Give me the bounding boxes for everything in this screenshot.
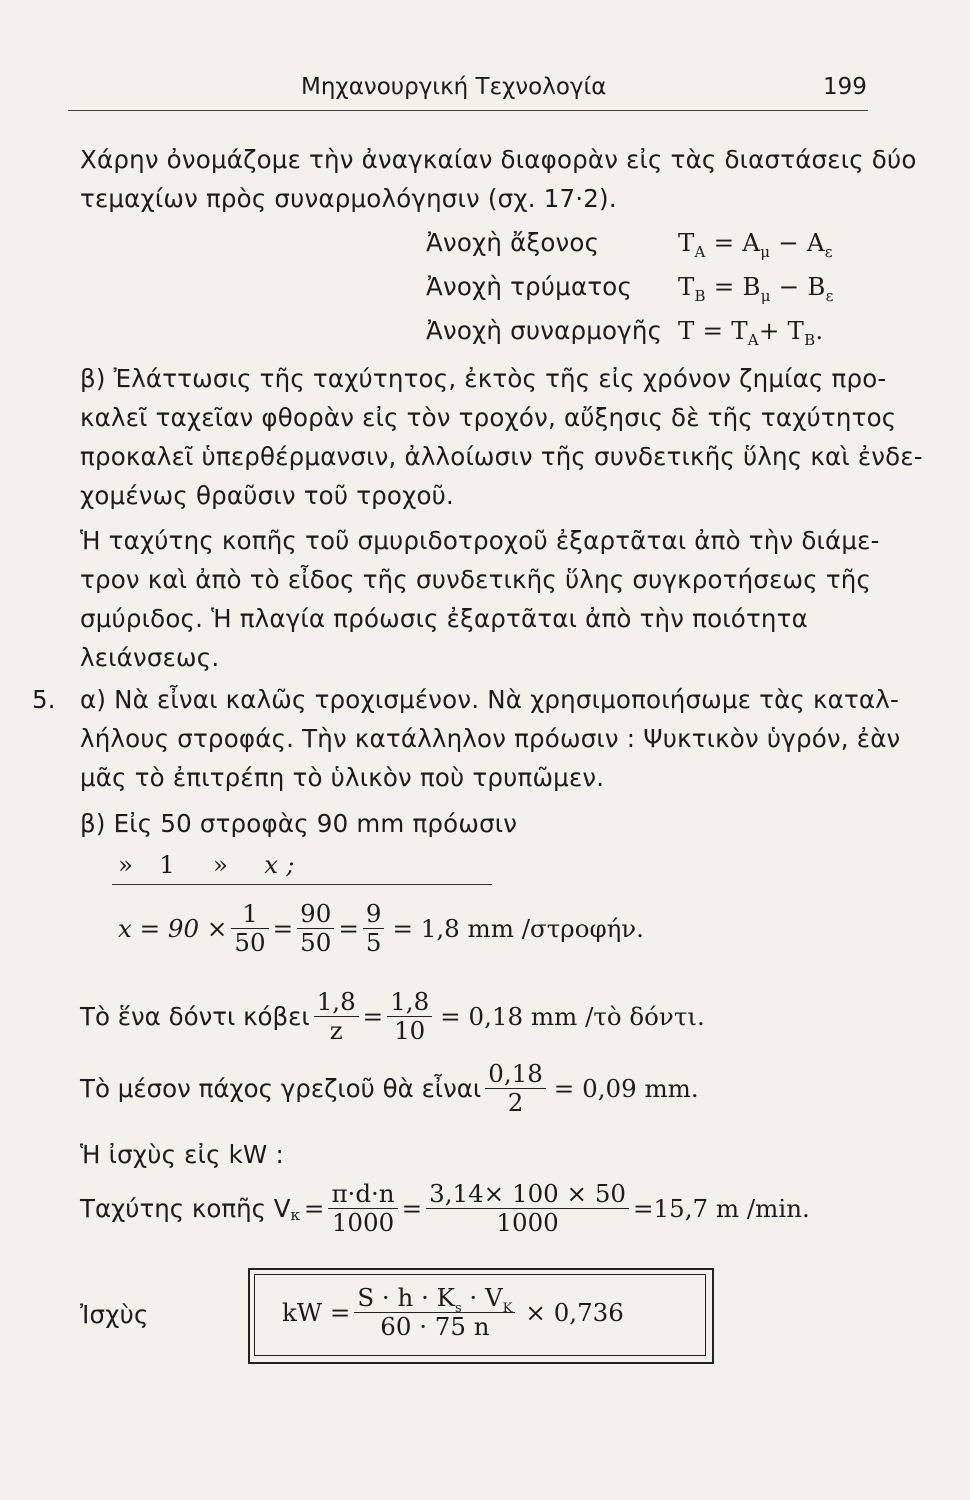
header-rule — [68, 110, 868, 111]
para-b-line-4: χομένως θραῦσιν τοῦ τροχοῦ. — [80, 481, 455, 510]
frac-power: $\frac{S \cdot h \cdot K_s \cdot V_K}{60 \cdot 75 n}$ — [354, 1284, 515, 1341]
tolerance-hole-label: Ἀνοχὴ τρύματος — [426, 272, 633, 301]
para-b-line-2: καλεῖ ταχεῖαν φθορὰν εἰς τὸν τροχόν, αὔξησις δὲ τῆς ταχύτητος — [80, 403, 897, 432]
frac-9-5: $\frac{9}{5}$ — [363, 900, 385, 957]
rule-of-three-line — [112, 884, 492, 885]
eq-power: kW = $\frac{S \cdot h \cdot K_s \cdot V_K}{60 \cdot 75 n}$ × 0,736 — [282, 1283, 624, 1342]
section-b-line: β) Εἰς 50 στροφὰς 90 mm πρόωσιν — [80, 809, 518, 838]
frac-90-50: $\frac{90}{50}$ — [297, 900, 334, 957]
frac-18-z: $\frac{1,8}{z}$ — [314, 988, 359, 1045]
tolerance-shaft-label: Ἀνοχὴ ἄξονος — [426, 228, 600, 257]
power-formula-label: Ἰσχὺς — [80, 1300, 149, 1329]
section-a-line-1: α) Νὰ εἶναι καλῶς τροχισμένον. Νὰ χρησιμοποιήσωμε τὰς καταλ- — [80, 685, 900, 714]
frac-speed-values: $\frac{3,14\times 100 \times 50}{1000}$ — [426, 1180, 629, 1237]
page-number: 199 — [823, 74, 867, 100]
frac-1-50: $\frac{1}{50}$ — [231, 900, 268, 957]
para-b-line-3: προκαλεῖ ὑπερθέρμανσιν, ἀλλοίωσιν τῆς συνδετικῆς ὕλης καὶ ἐνδε- — [80, 442, 923, 471]
running-head: Μηχανουργική Τεχνολογία — [301, 74, 607, 100]
section-a-line-2: λήλους στροφάς. Τὴν κατάλληλον πρόωσιν : Ψυκτικὸν ὑγρόν, ἐὰν — [80, 724, 901, 753]
para-speed-line-3: σμύριδος. Ἡ πλαγία πρόωσις ἐξαρτᾶται ἀπὸ τὴν ποιότητα — [80, 604, 808, 633]
eq-chip: Τὸ μέσον πάχος γρεζιοῦ θὰ εἶναι $\frac{0,18}{2}$ = 0,09 mm. — [80, 1059, 699, 1118]
intro-line-1: Χάρην ὀνομάζομε τὴν ἀναγκαίαν διαφορὰν εἰς τὰς διαστάσεις δύο — [80, 145, 917, 174]
frac-18-10: $\frac{1,8}{10}$ — [387, 988, 432, 1045]
tolerance-fit-label: Ἀνοχὴ συναρμογῆς — [426, 316, 663, 345]
frac-018-2: $\frac{0,18}{2}$ — [485, 1060, 546, 1117]
section-a-line-3: μᾶς τὸ ἐπιτρέπη τὸ ὑλικὸν ποὺ τρυπῶμεν. — [80, 763, 605, 792]
frac-pidn: $\frac{\pi\cdot d\cdot n}{1000}$ — [328, 1180, 397, 1237]
ditto-row: » 1 » x ; — [118, 850, 295, 879]
intro-line-2: τεμαχίων πρὸς συναρμολόγησιν (σχ. 17·2). — [80, 184, 617, 213]
para-speed-line-4: λειάνσεως. — [80, 643, 220, 672]
para-speed-line-1: Ἡ ταχύτης κοπῆς τοῦ σμυριδοτροχοῦ ἐξαρτᾶται ἀπὸ τὴν διάμε- — [80, 526, 880, 555]
eq-tooth: Τὸ ἕνα δόντι κόβει $\frac{1,8}{z}$ = $\frac{1,8}{10}$ = 0,18 mm /τὸ δόντι. — [80, 987, 705, 1046]
eq-x: x = 90 × $\frac{1}{50}$ = $\frac{90}{50}$ = $\frac{9}{5}$ = 1,8 mm /στροφήν. — [118, 899, 644, 958]
tolerance-hole-formula: $T_B = B_\mu - B_\varepsilon$ — [678, 272, 834, 305]
tolerance-shaft-formula: $T_A = A_\mu - A_\varepsilon$ — [678, 228, 833, 261]
eq-cutting-speed: Ταχύτης κοπῆς V κ = $\frac{\pi\cdot d\cdot n}{1000}$ = $\frac{3,14\times 100 \times 50}{1000}$ =15,7 m /min. — [80, 1179, 810, 1238]
power-label: Ἡ ἰσχὺς εἰς kW : — [80, 1140, 284, 1169]
tolerance-fit-formula: $T = T_A+ T_B$. — [678, 316, 824, 349]
section-number: 5. — [32, 685, 56, 714]
para-speed-line-2: τρον καὶ ἀπὸ τὸ εἶδος τῆς συνδετικῆς ὕλης συγκροτήσεως τῆς — [80, 565, 872, 594]
para-b-line-1: β) Ἐλάττωσις τῆς ταχύτητος, ἐκτὸς τῆς εἰς χρόνον ζημίας προ- — [80, 364, 887, 393]
